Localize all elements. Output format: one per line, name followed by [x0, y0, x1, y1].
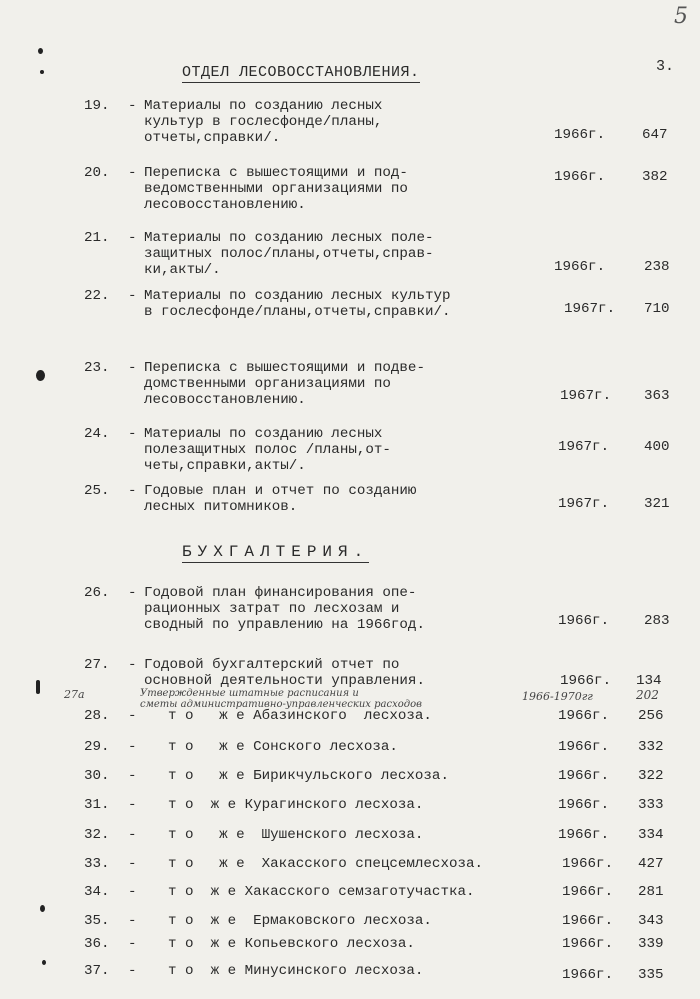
section-title-reforestation: ОТДЕЛ ЛЕСОВОССТАНОВЛЕНИЯ.: [182, 64, 420, 81]
archive-page: 5 3. ОТДЕЛ ЛЕСОВОССТАНОВЛЕНИЯ. 19. - Материалы по созданию лесных культур в гослесфонде/планы, отчеты,справки/. 1966г. 647 20. - Переписка с вышестоящими и под- ведомственными организациями по лесовосстановлению. 1966г. 382 21. - Материалы по созданию лесных поле- защитных полос/планы,отчеты,справ- ки,акты/. 1966г. 238 22. - Материалы по созданию лесных культур в гослесфонде/планы,отчеты,справки/. 1967г. 710 23. - Переписка с вышестоящими и подве- домственными организациями по лесовосстановлению. 1967г. 363 24. - Материалы по созданию лесных полезащитных полос /планы,от- четы,справки,акты/. 1967г. 400 25. - Годовые план и отчет по созданию лесных питомников. 1967г. 321 БУХГАЛТЕРИЯ. 26. - Годовой план финансирования опе- рационных затрат по лесхозам и сводный по управлению на 1966год. 1966г. 283 27. - Годовой бухгалтерский отчет по основной деятельности управления. 1966г. 134 27а Утвержденные штатные расписания и сметы административно-управленческих расходов 1966-1970гг 202 28. - т о ж е Абазинского лесхоза. 1966г. 256 29. - т о ж е Сонского лесхоза. 1966г. 332 30. - т о ж е Бирикчульского лесхоза. 1966г. 322 31. - т о ж е Курагинского лесхоза. 1966г. 333 32. - т о ж е Шушенского лесхоза. 1966г. 334 33. - т о ж е Хакасского спецсемлесхоза. 1966г. 427 34. - т о ж е Хакасского семзаготучастка. 1966г. 281 35. - т о ж е Ермаковского лесхоза. 1966г. 343 36. - т о ж е Копьевского лесхоза. 1966г. 339 37. - т о ж е Минусинского лесхоза. 1966г. 335: [0, 0, 700, 999]
handwritten-line-1: Утвержденные штатные расписания и: [140, 688, 359, 699]
handwritten-count: 202: [636, 688, 659, 702]
handwritten-years: 1966-1970гг: [522, 690, 593, 703]
binding-hole: [36, 370, 45, 381]
binding-speck: [42, 960, 46, 965]
binding-speck: [38, 48, 43, 54]
handwritten-line-2: сметы административно-управленческих расходов: [140, 699, 422, 710]
binding-speck: [40, 905, 45, 912]
handwritten-entry-number: 27а: [64, 688, 85, 701]
page-number: 3.: [656, 58, 675, 75]
binding-speck: [36, 680, 40, 694]
section-title-accounting: БУХГАЛТЕРИЯ.: [182, 543, 370, 561]
binding-speck: [40, 70, 44, 74]
corner-sheet-mark: 5: [674, 4, 688, 29]
